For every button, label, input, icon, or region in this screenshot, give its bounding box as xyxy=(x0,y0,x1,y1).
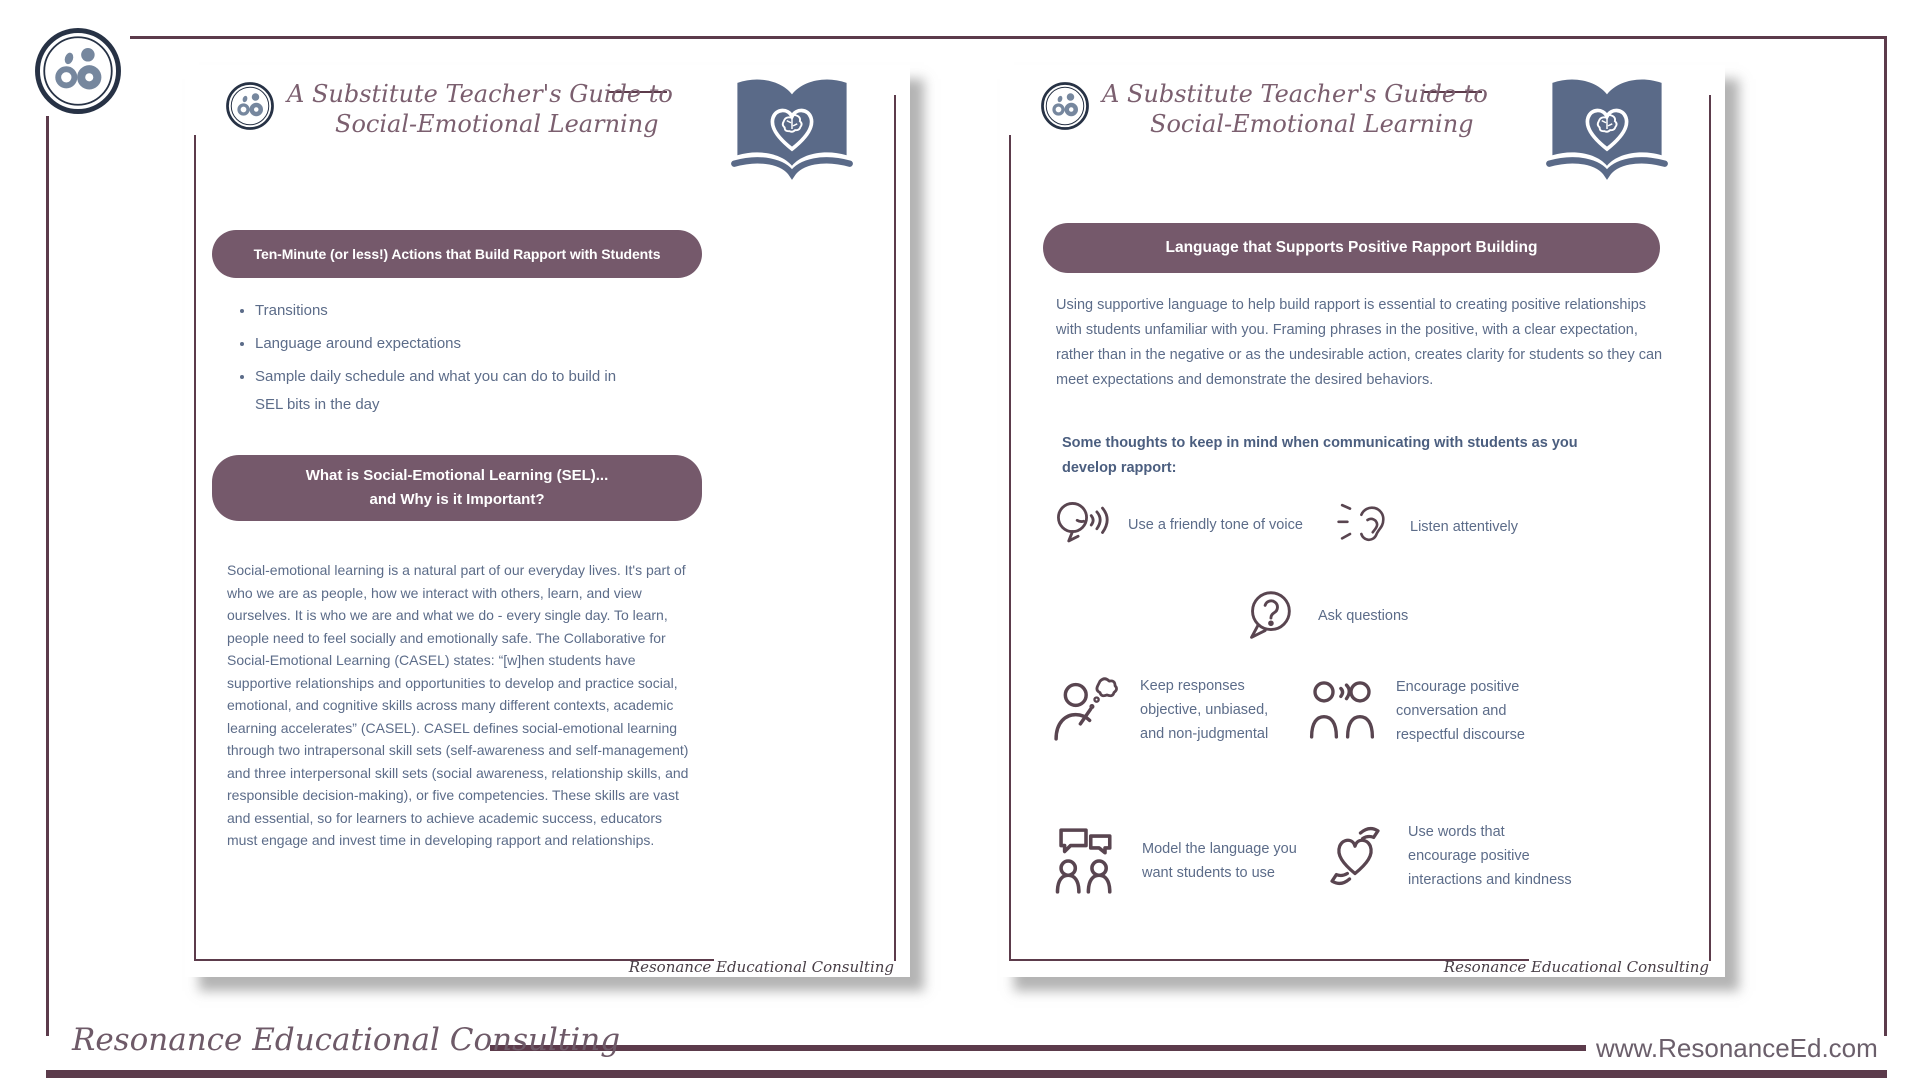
page-title-line2: Social-Emotional Learning xyxy=(1150,110,1474,138)
frame-top-line xyxy=(130,36,1887,39)
objective-responses-icon xyxy=(1048,673,1122,747)
language-banner: Language that Supports Positive Rapport Building xyxy=(1043,223,1660,273)
sel-book-icon xyxy=(729,73,855,183)
footer-divider-line xyxy=(490,1045,1586,1051)
language-intro-paragraph: Using supportive language to help build rapport is essential to creating positive relationships with students unfamiliar with you. Framing phrases in the positive, with a clear expectation, rather than in the negative or as the undesirable action, creates clarity for students so they can meet expectations and demonstrate the desired behaviors. xyxy=(1056,297,1663,388)
resonance-logo xyxy=(225,81,275,131)
resonance-logo xyxy=(1040,81,1090,131)
actions-bullet-list xyxy=(235,297,655,424)
page-title-line1: A Substitute Teacher's Guide to xyxy=(287,80,673,108)
page-title-line1: A Substitute Teacher's Guide to xyxy=(1102,80,1488,108)
tip-label: Model the language you want students to use xyxy=(1142,841,1297,881)
tip-listen xyxy=(1336,499,1518,555)
page-frame-line xyxy=(194,135,196,961)
tip-label: Use a friendly tone of voice xyxy=(1128,517,1303,533)
frame-right-line xyxy=(1884,36,1887,1036)
page-frame-line xyxy=(894,95,896,961)
bottom-border-bar xyxy=(46,1070,1887,1078)
page-title xyxy=(287,79,673,139)
page-title xyxy=(1102,79,1488,139)
tip-positive-conversation xyxy=(1306,675,1525,747)
tip-label: Use words that encourage positive interactions and kindness xyxy=(1408,824,1572,888)
tip-label: Keep responses objective, unbiased, and non-judgmental xyxy=(1140,678,1269,742)
kindness-hands-icon xyxy=(1320,821,1390,891)
sel-definition-banner-line2: and Why is it Important? xyxy=(369,491,545,508)
listen-icon xyxy=(1336,499,1392,555)
frame-left-line xyxy=(46,116,49,1036)
friendly-tone-icon xyxy=(1050,495,1110,555)
thoughts-heading: Some thoughts to keep in mind when communicating with students as you develop rapport: xyxy=(1062,435,1578,476)
tip-label: Encourage positive conversation and respectful discourse xyxy=(1396,679,1525,743)
website-url: www.ResonanceEd.com xyxy=(1596,1033,1878,1063)
bullet-item: • Sample daily schedule and what you can do to build in SEL bits in the day xyxy=(255,363,645,419)
sel-book-icon xyxy=(1544,73,1670,183)
tip-kindness-words xyxy=(1320,820,1572,892)
sel-definition-banner-line1: What is Social-Emotional Learning (SEL)... xyxy=(305,467,609,484)
tip-friendly-tone xyxy=(1050,495,1303,555)
ask-questions-icon xyxy=(1238,585,1300,647)
page-frame-line xyxy=(1709,95,1711,961)
bullet-item: • Transitions xyxy=(255,297,645,325)
page-one xyxy=(185,65,910,977)
page-title-line2: Social-Emotional Learning xyxy=(335,110,659,138)
sel-definition-paragraph: Social-emotional learning is a natural part of our everyday lives. It's part of who we are as people, how we interact with others, learn, and view ourselves. It is who we are and what we do - every single day. To learn, people need to feel socially and emotionally safe. The Collaborative for Social-Emotional Learning (CASEL) states: “[w]hen students have supportive relationships and opportunities to develop and practice social, emotional, and cognitive skills across many different contexts, academic learning accelerates” (CASEL). CASEL defines social-emotional learning through two intrapersonal skill sets (self-awareness and self-management) and three interpersonal skill sets (social awareness, relationship skills, and responsible decision-making), or five competencies. These skills are vast and essential, so for learners to achieve academic success, educators must engage and invest time in developing rapport and relationships. xyxy=(227,562,689,848)
bullet-item: • Language around expectations xyxy=(255,330,645,358)
tip-ask-questions xyxy=(1238,585,1408,647)
page-footer-script: Resonance Educational Consulting xyxy=(628,958,894,976)
sel-definition-banner xyxy=(212,455,702,521)
tip-label: Ask questions xyxy=(1318,608,1409,624)
positive-conversation-icon xyxy=(1306,675,1378,747)
brand-name-script: Resonance Educational Consulting xyxy=(72,1022,621,1058)
tip-label: Listen attentively xyxy=(1410,519,1519,535)
model-language-icon xyxy=(1048,823,1124,899)
page-two xyxy=(1000,65,1725,977)
tip-model-language xyxy=(1048,823,1297,899)
resonance-logo xyxy=(33,26,123,116)
page-frame-line xyxy=(1009,135,1011,961)
page-footer-script: Resonance Educational Consulting xyxy=(1443,958,1709,976)
actions-banner: Ten-Minute (or less!) Actions that Build Rapport with Students xyxy=(212,230,702,278)
tip-objective-responses xyxy=(1048,673,1268,747)
